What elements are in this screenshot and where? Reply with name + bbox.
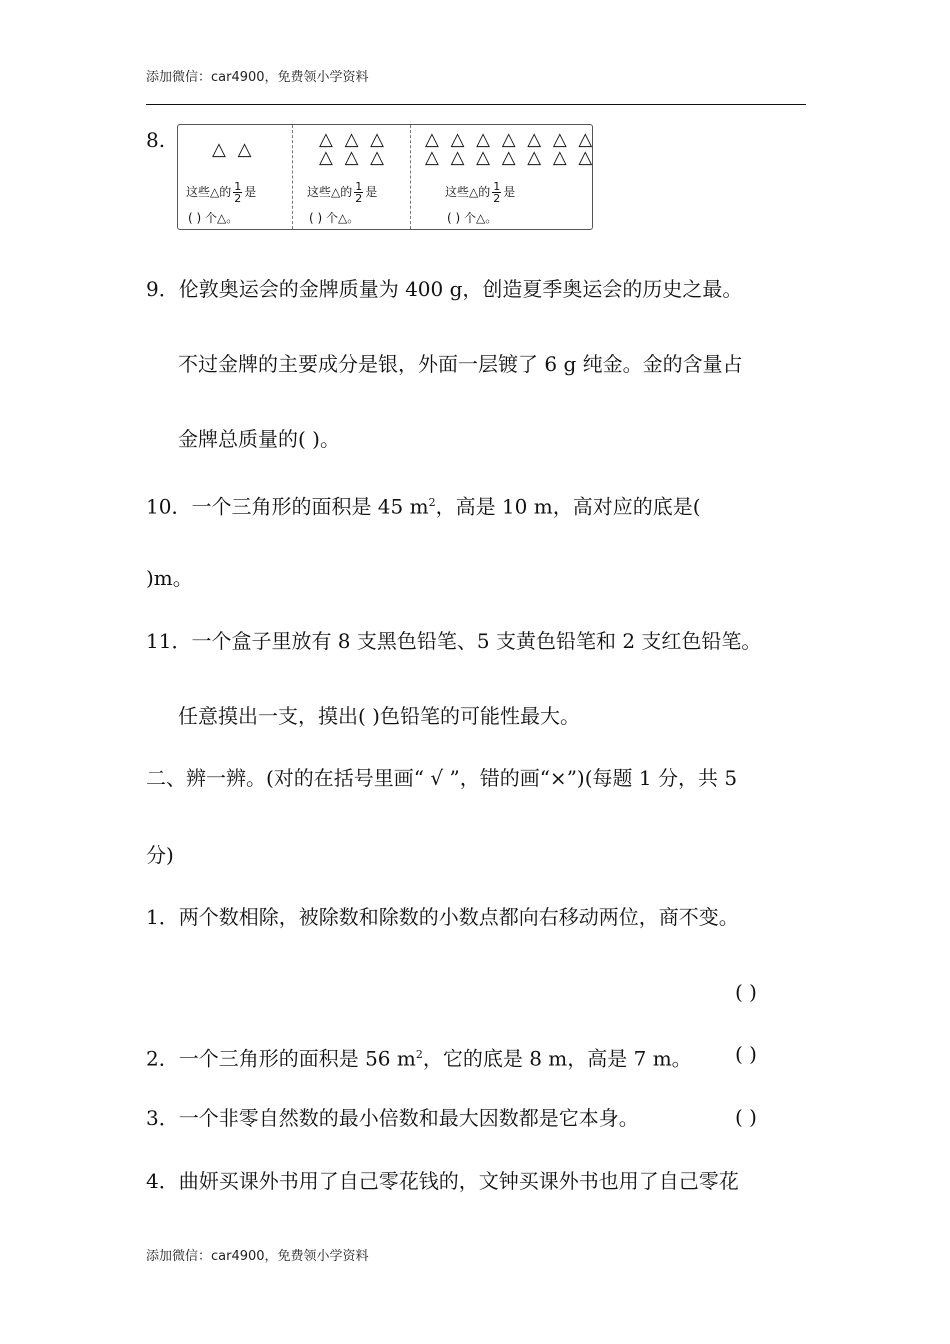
judge-item-4: 4．曲妍买课外书用了自己零花钱的，文钟买课外书也用了自己零花: [146, 1169, 739, 1193]
question-10-line-1: 10．一个三角形的面积是 45 $m^2$，高是 10 m，高对应的底是(: [146, 494, 701, 519]
fraction-half: $\frac{1}{2}$: [493, 180, 501, 205]
judge-item-3: 3．一个非零自然数的最小倍数和最大因数都是它本身。: [146, 1106, 639, 1130]
question-11-line-1: 11．一个盒子里放有 8 支黑色铅笔、5 支黄色铅笔和 2 支红色铅笔。: [146, 629, 762, 653]
fraction-half: $\frac{1}{2}$: [234, 180, 242, 205]
figure-caption: 这些△的 $\frac{1}{2}$ 是: [186, 180, 257, 205]
triangle-row: △ △ △: [319, 129, 387, 150]
judge-item-3-answer: ( ): [735, 1105, 757, 1129]
triangle-row: △ △ △: [319, 147, 387, 168]
figure-cell-3: [410, 125, 596, 229]
judge-item-1-answer: ( ): [735, 980, 757, 1004]
header-divider: [146, 104, 806, 105]
judge-item-1: 1．两个数相除，被除数和除数的小数点都向右移动两位，商不变。: [146, 905, 739, 929]
fraction-half: $\frac{1}{2}$: [355, 180, 363, 205]
section-2-heading: 二、辨一辨。(对的在括号里画“ √ ”，错的画“×”)(每题 1 分，共 5: [146, 766, 738, 790]
question-8-number: 8.: [146, 128, 166, 152]
figure-caption: 这些△的 $\frac{1}{2}$ 是: [445, 180, 516, 205]
section-2-heading-cont: 分): [146, 843, 174, 867]
triangle-row: △ △ △ △ △ △ △: [425, 129, 596, 150]
figure-answer-blank: ( ) 个△。: [447, 211, 498, 225]
question-11-line-2: 任意摸出一支，摸出( )色铅笔的可能性最大。: [178, 704, 580, 728]
page-footer: 添加微信：car4900，免费领小学资料: [146, 1249, 369, 1264]
question-9-line-1: 9．伦敦奥运会的金牌质量为 400 g，创造夏季奥运会的历史之最。: [146, 277, 743, 301]
figure-caption: 这些△的 $\frac{1}{2}$ 是: [307, 180, 378, 205]
judge-item-2-answer: ( ): [735, 1042, 757, 1066]
triangle-row: △ △: [212, 139, 255, 160]
question-8-figure: [177, 124, 596, 230]
question-9-line-2: 不过金牌的主要成分是银，外面一层镀了 6 g 纯金。金的含量占: [178, 352, 743, 376]
question-9-line-3: 金牌总质量的( )。: [178, 427, 340, 451]
page-header: 添加微信：car4900，免费领小学资料: [146, 70, 369, 85]
triangle-row: △ △ △ △ △ △ △: [425, 147, 596, 168]
figure-cell-2: [292, 125, 411, 229]
figure-cell-1: [178, 125, 292, 229]
judge-item-2: 2．一个三角形的面积是 56 $m^2$，它的底是 8 m，高是 7 m。: [146, 1046, 692, 1071]
figure-answer-blank: ( ) 个△。: [309, 211, 360, 225]
question-10-line-2: )m。: [146, 566, 193, 590]
figure-answer-blank: ( ) 个△。: [188, 211, 239, 225]
